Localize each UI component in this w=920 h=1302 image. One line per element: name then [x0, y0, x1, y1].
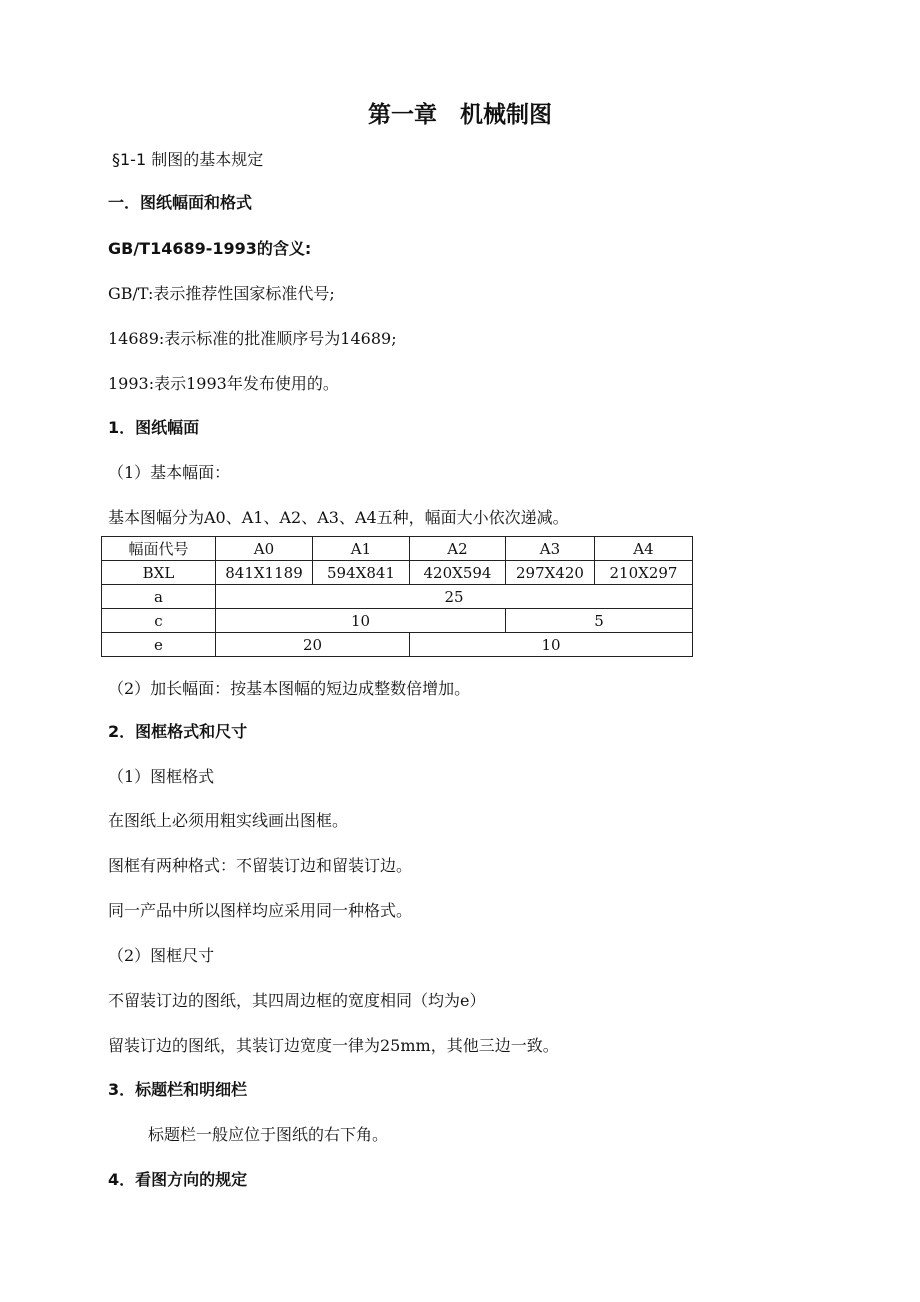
chapter-title: 第一章 机械制图 — [368, 102, 552, 128]
table-cell: A2 — [410, 537, 506, 561]
table-cell: 420X594 — [410, 561, 506, 585]
table-cell: 297X420 — [506, 561, 595, 585]
subsection-heading: 3．标题栏和明细栏 — [108, 1080, 248, 1099]
paragraph: 图框有两种格式：不留装订边和留装订边。 — [108, 856, 413, 875]
table-row — [102, 585, 693, 609]
list-item: （2）图框尺寸 — [108, 946, 215, 965]
table-cell: BXL — [102, 561, 216, 585]
subsection-heading: 2．图框格式和尺寸 — [108, 722, 248, 741]
paragraph: 在图纸上必须用粗实线画出图框。 — [108, 811, 349, 830]
table-cell: A1 — [313, 537, 410, 561]
table-cell: 594X841 — [313, 561, 410, 585]
paragraph: 留装订边的图纸，其装订边宽度一律为25mm，其他三边一致。 — [108, 1036, 559, 1055]
subsection-heading: 4．看图方向的规定 — [108, 1170, 248, 1189]
list-item: （1）基本幅面： — [108, 463, 231, 482]
table-cell: 25 — [216, 585, 693, 609]
paragraph: 同一产品中所以图样均应采用同一种格式。 — [108, 901, 413, 920]
table-cell: 5 — [506, 609, 693, 633]
section-heading: §1-1 制图的基本规定 — [112, 150, 264, 169]
table-cell: a — [102, 585, 216, 609]
table-cell: 841X1189 — [216, 561, 313, 585]
table-cell: c — [102, 609, 216, 633]
table-cell: A4 — [595, 537, 693, 561]
table-row — [102, 609, 693, 633]
table-row — [102, 633, 693, 657]
table-cell: A0 — [216, 537, 313, 561]
table-cell: 210X297 — [595, 561, 693, 585]
table-cell: 20 — [216, 633, 410, 657]
standard-line: GB/T:表示推荐性国家标准代号; — [108, 284, 335, 303]
table-cell: A3 — [506, 537, 595, 561]
paragraph: 基本图幅分为A0、A1、A2、A3、A4五种，幅面大小依次递减。 — [108, 508, 569, 527]
paragraph: 不留装订边的图纸，其四周边框的宽度相同（均为e） — [108, 991, 486, 1010]
standard-heading: GB/T14689-1993的含义: — [108, 239, 312, 258]
table-cell: e — [102, 633, 216, 657]
table-cell: 10 — [410, 633, 693, 657]
part-heading: 一．图纸幅面和格式 — [108, 193, 253, 212]
paper-size-table — [101, 536, 693, 657]
table-header-row — [102, 537, 693, 561]
standard-line: 1993:表示1993年发布使用的。 — [108, 374, 339, 393]
list-item: （2）加长幅面：按基本图幅的短边成整数倍增加。 — [108, 679, 471, 698]
subsection-heading: 1．图纸幅面 — [108, 418, 200, 437]
table-cell: 幅面代号 — [102, 537, 216, 561]
table-cell: 10 — [216, 609, 506, 633]
table-row — [102, 561, 693, 585]
list-item: （1）图框格式 — [108, 767, 215, 786]
paragraph: 标题栏一般应位于图纸的右下角。 — [148, 1125, 389, 1144]
standard-line: 14689:表示标准的批准顺序号为14689; — [108, 329, 397, 348]
